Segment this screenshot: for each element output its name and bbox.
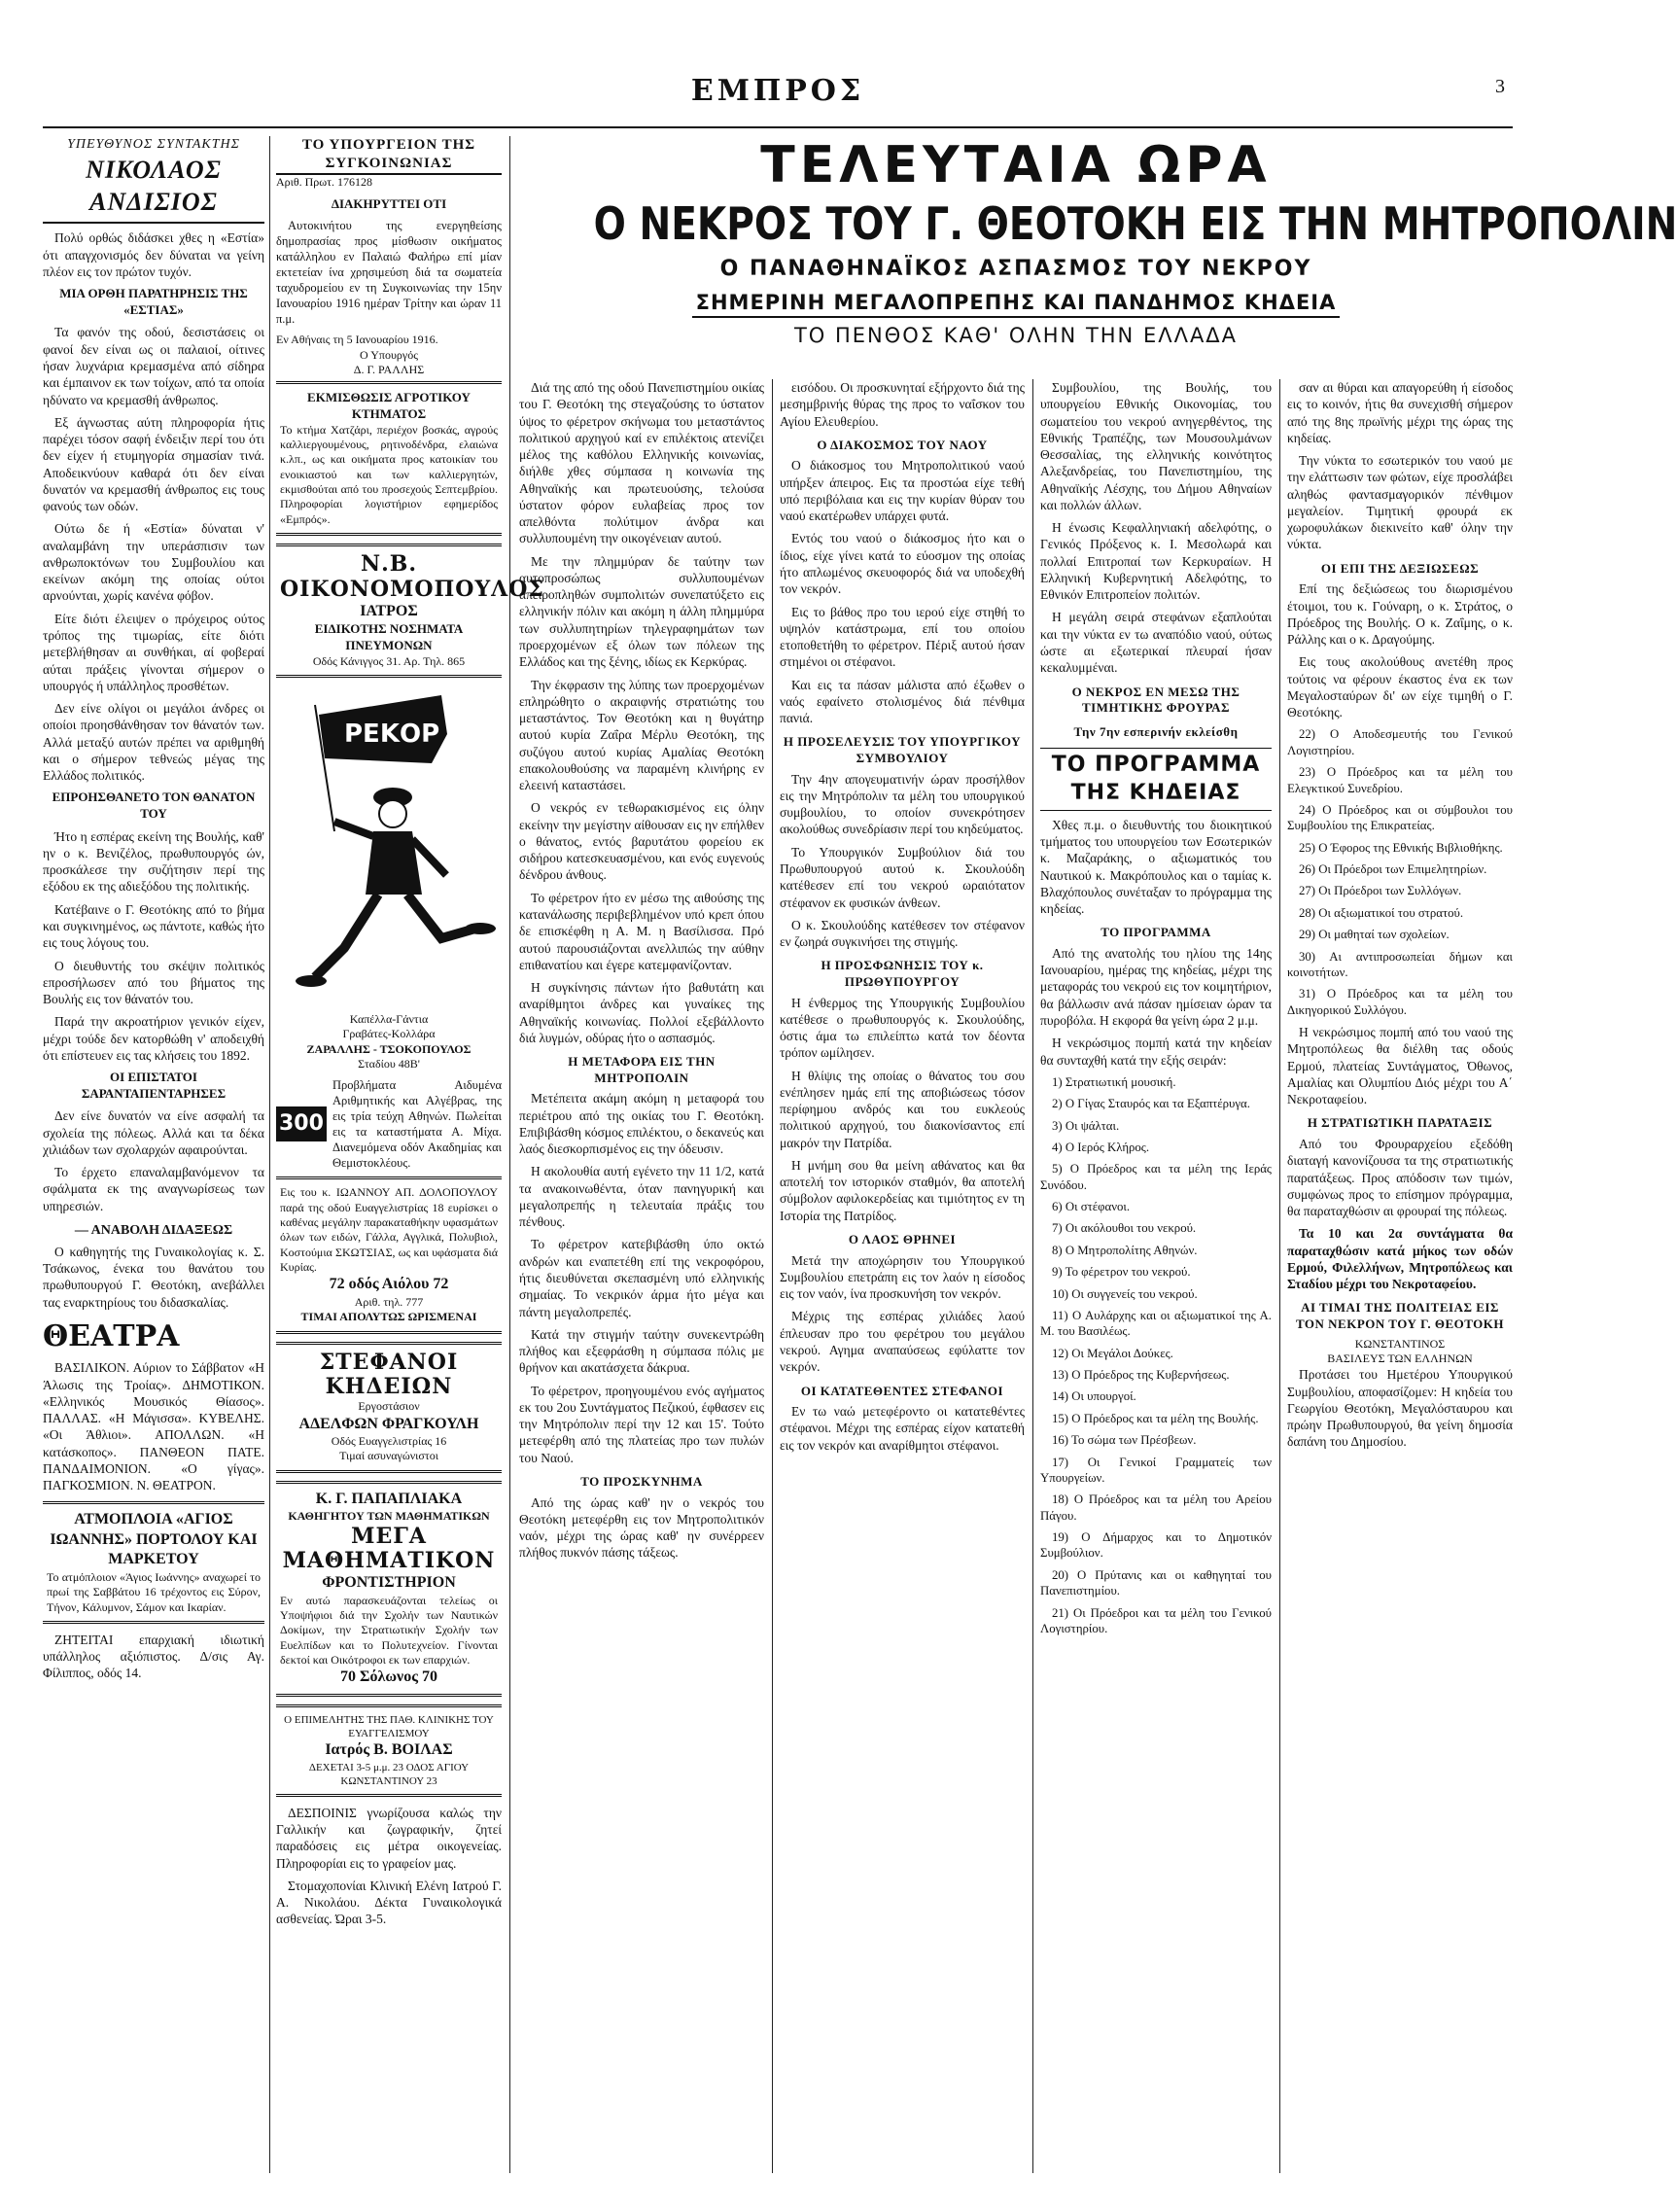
byline-name: ΝΙΚΟΛΑΟΣ ΑΝΔΙΣΙΟΣ	[86, 155, 222, 217]
paragraph: Από του Φρουραρχείου εξεδόθη διαταγή κανονίζουσα τα της στρατιωτικής παρατάξεως. Προς απόδοσιν των τιμών, συμφώνως προς το επίσημον πρόγραμμα, θα παραταχθώσιν αι φρουραί της πόλεως.	[1287, 1136, 1513, 1219]
ad-title: ΑΤΜΟΠΛΟΙΑ «ΑΓΙΟΣ ΙΩΑΝΝΗΣ» ΠΟΡΤΟΛΟΥ ΚΑΙ ΜΑΡΚΕΤΟΥ	[50, 1511, 258, 1568]
doctor-ad	[276, 544, 544, 678]
page-number: 3	[1495, 76, 1505, 97]
headline-block	[519, 136, 1677, 365]
subheading: Ο ΛΑΟΣ ΘΡΗΝΕΙ	[848, 1232, 957, 1247]
rekor-shop	[276, 1012, 502, 1071]
column-1	[43, 136, 264, 2173]
ad-name: Ιατρός Β. ΒΟΙΛΑΣ	[325, 1741, 453, 1759]
paragraph: Η νεκρώσιμος πομπή από του ναού της Μητροπόλεως θα διέλθη τας οδούς Ερμού, πλατείας Συντάγματος, Όθωνος, Αμαλίας και Ολυμπίου Διός μέχρι του Α΄ Νεκροταφείου.	[1287, 1025, 1513, 1107]
section-heading: — ΑΝΑΒΟΛΗ ΔΙΔΑΞΕΩΣ	[74, 1222, 233, 1238]
side-heading: ΟΙ ΕΠΙΣΤΑΤΟΙ ΣΑΡΑΝΤΑΠΕΝΤΑΡΗΣΕΣ	[81, 1070, 227, 1101]
math-school-ad	[276, 1481, 502, 1697]
column-2	[276, 136, 544, 2173]
paragraph: Η συγκίνησις πάντων ήτο βαθυτάτη και αναρίθμητοι άνδρες και γυναίκες της Αθηναϊκής κοινωνίας. Πολλοί εξεβάλλοντο διά λυγμών, οδύρας ήτο ο ασπασμός.	[519, 980, 764, 1045]
paragraph: Και εις τα πάσαν μάλιστα από έξωθεν ο ναός εφαίνετο στολισμένος διά πένθιμα πανιά.	[780, 677, 1025, 726]
king-title: ΒΑΣΙΛΕΥΣ ΤΩΝ ΕΛΛΗΝΩΝ	[1327, 1351, 1473, 1365]
list-item: 2) Ο Γίγας Σταυρός και τα Εξαπτέρυγα.	[1052, 1097, 1250, 1111]
classified: ΔΕΣΠΟΙΝΙΣ γνωρίζουσα καλώς την Γαλλικήν και ζωγραφικήν, ζητεί παραδόσεις εις μέτρα οικογενείας. Πληροφορίαι εις το γραφείον μας.	[276, 1805, 502, 1871]
ad-address: ΔΕΧΕΤΑΙ 3-5 μ.μ. 23 ΟΔΟΣ ΑΓΙΟΥ ΚΩΝΣΤΑΝΤΙΝΟΥ 23	[308, 1761, 470, 1787]
paragraph: Πολύ ορθώς διδάσκει χθες η «Εστία» ότι απαγχονισμός δεν δύναται να γείνη πλέον εις τον πρώτον τυχόν.	[43, 230, 264, 279]
paragraph: Παρά την ακροατήριον γενικόν είχεν, μέχρι τούδε δεν κατορθώθη ν' αποδειχθή ότι επίστευεν εις τας κλήσεις του 1892.	[43, 1014, 264, 1063]
list-item: 16) Το σώμα των Πρέσβεων.	[1052, 1433, 1197, 1448]
paragraph: Ο διάκοσμος του Μητροπολιτικού ναού υπήρξεν άπειρος. Εις τα προστώα είχε τεθή υπό περιβόλαια και εις την κυρίαν θύραν του ναού εκατέρωθεν υπάρχει φυτά.	[780, 458, 1025, 524]
paragraph: Μέχρις της εσπέρας χιλιάδες λαού έπλευσαν προ του φερέτρου του μεγάλου νεκρού. Αγημα αναπαύσεως εφύλαττε τον νεκρόν.	[780, 1309, 1025, 1375]
math-problems-ad	[276, 1077, 502, 1171]
ad-address: 72 οδός Αιόλου 72	[329, 1276, 449, 1293]
list-item: 12) Οι Μεγάλοι Δούκες.	[1052, 1346, 1173, 1360]
classified: Στομαχοπονίαι Κλινική Ελένη Ιατρού Γ. Α. Νικολάου. Δέκτα Γυναικολογικά ασθενείας. Ώραι 3-5.	[276, 1878, 502, 1927]
subheading: ΤΟ ΠΡΟΣΚΥΝΗΜΑ	[580, 1473, 703, 1489]
paragraph: Από της ανατολής του ηλίου της 14ης Ιανουαρίου, ημέρας της κηδείας, μέχρι της μεταφοράς του νεκρού εις τον κοιμητήριον, θα βάλλωσιν ανά πάσαν ημίσειαν ώραν τα πυροβόλα. Η εκφορά θα γείνη ώρα 2 μ.μ.	[1040, 945, 1272, 1028]
column-rule	[509, 136, 510, 2173]
paragraph: Η μνήμη σου θα μείνη αθάνατος και θα αποτελή τον ιστορικόν σταθμόν, θα αποτελή σύμβολον αφιλοκερδείας και τιμιότητος εν τη Ιστορία της Πατρίδος.	[780, 1157, 1025, 1223]
ad-phone: Αριθ. τηλ. 777	[354, 1294, 424, 1309]
paragraph: Χθες π.μ. ο διευθυντής του διοικητικού τμήματος του υπουργείου των Εσωτερικών κ. Μαζαράκης, ο αξιωματικός του Ναυτικού κ. Μακρόπουλος και ο ταμίας κ. Βλαχόπουλος συνέταξαν το πρόγραμμα της κηδείας.	[1040, 817, 1272, 917]
paragraph: Ούτω δε ή «Εστία» δύναται ν' αναλαμβάνη την υπεράσπισιν των ανθρωποκτόνων του Συμβουλίου και εκείνων ακόμη της οποίας ούτοι αρνούνται, χωρίς κανένα φόβον.	[43, 521, 264, 604]
ad-title: Ο ΕΠΙΜΕΛΗΤΗΣ ΤΗΣ ΠΑΘ. ΚΛΙΝΙΚΗΣ ΤΟΥ ΕΥΑΓΓΕΛΙΣΜΟΥ	[284, 1713, 494, 1740]
list-item: 31) Ο Πρόεδρος και τα μέλη του Δικηγορικού Συλλόγου.	[1287, 987, 1513, 1017]
program-subheading: ΤΟ ΠΡΟΓΡΑΜΜΑ	[1101, 925, 1211, 940]
paragraph: Το φέρετρον κατεβιβάσθη ύπο οκτώ ανδρών και εναπετέθη επί της νεκροφόρου, ήτις διευθύνεται σκεπασμένη υπό ελληνικής σημαίας. Το νεκρικόν άρμα ήτο μέγα και πάντη μεγαλοπρεπές.	[519, 1237, 764, 1319]
column-3	[519, 379, 764, 2173]
list-item: 27) Οι Πρόεδροι των Συλλόγων.	[1299, 884, 1462, 898]
paragraph: Η ακολουθία αυτή εγένετο την 11 1/2, κατά τα ανακοινωθέντα, όταν πανηγυρική και μεγαλοπρεπής η τελευταία πράξις του πένθους.	[519, 1164, 764, 1230]
shop-line: Καπέλλα-Γάντια	[349, 1011, 429, 1026]
paragraph: Δεν είνε δυνατόν να είνε ασφαλή τα σχολεία της πόλεως. Αλλά και τα δέκα χιλιάδων των σχολαρχών αφαιρούνται.	[43, 1108, 264, 1157]
paragraph: Το Υπουργικόν Συμβούλιον διά του Πρωθυπουργού αυτού κ. Σκουλούδη κατέθεσεν επί του νεκρού ωραιότατον στέφανον εκ φυσικών άνθεων.	[780, 844, 1025, 910]
notice-sub: ΔΙΑΚΗΡΥΤΤΕΙ ΟΤΙ	[331, 195, 447, 211]
paragraph: Είτε διότι έλειψεν ο πρόχειρος ούτος τρόπος της τιμωρίας, είτε διότι μετεβλήθησαν αι συνθήκαι, αί φοβεραί αύται πράξεις γίνονται σήμερον ο υπουργός ή υπάλληλος προσθέτων.	[43, 611, 264, 693]
paragraph: Μετέπειτα ακάμη ακόμη η μεταφορά του περιέτρου από της οικίας του Γ. Θεοτόκη. Επιβιβάσθη κόσμος επιλέκτου, ο δεκανεύς και λαός διεσκορπισμένος εις την όδευσιν.	[519, 1091, 764, 1157]
headline-sub-3: ΤΟ ΠΕΝΘΟΣ ΚΑΘ' ΟΛΗΝ ΤΗΝ ΕΛΛΑΔΑ	[793, 323, 1239, 347]
theatres-heading: ΘΕΑΤΡΑ	[43, 1318, 180, 1353]
doctor-address: Οδός Κάνιγγος 31. Αρ. Τηλ. 865	[312, 653, 466, 668]
land-lease-ad	[276, 381, 502, 536]
ad-text: Προβλήματα Αιδυμένα Αριθμητικής και Αλγέβρας, της εις τρία τεύχη Αθηνών. Πωλείται εις τα καταστήματα Α. Μίχα. Διανεμόμενα οδόν Ακαδημίας και Θεμιστοκλέους.	[332, 1078, 502, 1171]
paragraph: Εντός του ναού ο διάκοσμος ήτο και ο ίδιος, είχε γίνει κατά το εύοσμον της οποίας ήτο απλωμένος σκευοφορός διά να υποδεχθή τον νεκρόν.	[780, 531, 1025, 597]
ad-text: Το ατμόπλοιον «Άγιος Ιωάννης» αναχωρεί το πρωί της Σαββάτου 16 τρέχοντος εις Σύρον, Τήνον, Κάλυμνον, Σάμον και Ικαρίαν.	[47, 1569, 261, 1614]
shop-name: ΖΑΡΑΛΛΗΣ - ΤΣΟΚΟΠΟΥΛΟΣ	[306, 1041, 472, 1056]
list-item: 15) Ο Πρόεδρος και τα μέλη της Βουλής.	[1052, 1411, 1259, 1425]
list-item: 4) Ο Ιερός Κλήρος.	[1052, 1140, 1150, 1154]
list-item: 1) Στρατιωτική μουσική.	[1052, 1074, 1176, 1089]
paragraph: Μετά την αποχώρησιν του Υπουργικού Συμβουλίου επετράπη εις τον λαόν η είσοδος εις τον ναόν, ίνα προσκυνήση τον νεκρόν.	[780, 1252, 1025, 1302]
paragraph: Από της ώρας καθ' ην ο νεκρός του Θεοτόκη μετεφέρθη εις τον Μητροπολιτικόν ναόν, μέχρι της ώρας καθ' ην συνέρρεεν πλήθος πυκνόν πάσης τάξεως.	[519, 1494, 764, 1561]
paragraph: Ο διευθυντής του σκέψιν πολιτικός επροσήλωσεν από του βήματος της Βουλής εις τον θάνατόν του.	[43, 958, 264, 1007]
school-address: 70 Σόλωνος 70	[340, 1668, 437, 1686]
headline-kicker: ΤΕΛΕΥΤΑΙΑ ΩΡΑ	[760, 136, 1272, 194]
notice-title: ΤΟ ΥΠΟΥΡΓΕΙΟΝ ΤΗΣ ΣΥΓΚΟΙΝΩΝΙΑΣ	[276, 136, 502, 175]
headline-sub-2: ΣΗΜΕΡΙΝΗ ΜΕΓΑΛΟΠΡΕΠΗΣ ΚΑΙ ΠΑΝΔΗΜΟΣ ΚΗΔΕΙΑ	[692, 291, 1341, 318]
paragraph: Εις τους ακολούθους ανετέθη προς τούτοις να φέρουν έκαστος ένα εκ των Μεγαλοσταύρων δι' ων είχε τιμηθή ο Γ. Θεοτόκης.	[1287, 654, 1513, 720]
notice-date: Εν Αθήναις τη 5 Ιανουαρίου 1916.	[276, 333, 438, 347]
column-rule	[772, 379, 773, 2173]
masthead	[43, 68, 1513, 128]
subheading: ΟΙ ΕΠΙ ΤΗΣ ΔΕΞΙΩΣΕΩΣ	[1320, 560, 1480, 576]
columns	[43, 136, 1677, 2173]
list-item: 26) Οι Πρόεδροι των Επιμελητηρίων.	[1299, 862, 1487, 877]
list-item: 9) Το φέρετρον του νεκρού.	[1052, 1265, 1191, 1280]
paragraph: Κατέβαινε ο Γ. Θεοτόκης από το βήμα και συγκινημένος, ως πάντοτε, καθώς ήτο εις τους λόγους του.	[43, 901, 264, 951]
paragraph: Η θλίψις της οποίας ο θάνατος του σου ενέπλησεν ημάς επί της αποβιώσεως τόσον περίφημου ανδρός και του ευκλεούς πολιτικού αρχηγού, του διακονίσαντος επί μακρόν την Πατρίδα.	[780, 1068, 1025, 1150]
procession-list	[1040, 1074, 1272, 1637]
column-rule	[269, 136, 270, 2173]
clinic-ad	[276, 1704, 502, 1797]
paragraph: Επί της δεξιώσεως του διωρισμένου έτοιμοι, του κ. Γούναρη, ο κ. Στράτος, ο Πρόεδρος της Βουλής. Ο κ. Ζαΐμης, ο κ. Ράλλης και ο κ. Δραγούμης.	[1287, 581, 1513, 648]
paragraph: Εν τω ναώ μετεφέροντο οι κατατεθέντες στέφανοι. Μέχρι της εσπέρας είχον κατατεθή εις τον νεκρόν και αναρίθμητοι στέφανοι.	[780, 1404, 1025, 1453]
doctor-specialty: ΕΙΔΙΚΟΤΗΣ ΝΟΣΗΜΑΤΑ ΠΝΕΥΜΟΝΩΝ	[314, 621, 464, 652]
column-5	[1040, 379, 1272, 2173]
flag-text: ΡΕΚΟΡ	[344, 719, 440, 749]
paragraph: Συμβουλίου, της Βουλής, του υπουργείου Εθνικής Οικονομίας, του σωματείου του νεκρού ανηγερθέντος, της Εθνικής Τραπέζης, των Μουσουλμάνων Θεσσαλίας, της ελληνικής κοινότητος Αλεξανδρείας, του Πανεπιστημίου, της Αθηναϊκής Λέσχης, του Δήμου Αθηναίων και πολλών άλλων.	[1040, 380, 1272, 512]
paragraph: Την 4ην απογευματινήν ώραν προσήλθον εις την Μητρόπολιν τα μέλη του υπουργικού συμβουλίου, το οποίον συνεκρότησεν ακολούθως συνεδρίασιν περί του κηδεύματος.	[780, 771, 1025, 837]
steamship-ad	[43, 1501, 264, 1623]
notice-ref: Αριθ. Πρωτ. 176128	[276, 175, 373, 190]
ad-number: 300	[276, 1106, 327, 1141]
ad-title: ΣΤΕΦΑΝΟΙ ΚΗΔΕΙΩΝ	[319, 1349, 459, 1399]
subheading: Ο ΝΕΚΡΟΣ ΕΝ ΜΕΣΩ ΤΗΣ ΤΙΜΗΤΙΚΗΣ ΦΡΟΥΡΑΣ	[1071, 684, 1240, 716]
doctor-title: ΙΑΤΡΟΣ	[360, 602, 418, 619]
ad-address: Οδός Ευαγγελιστρίας 16	[331, 1434, 447, 1449]
paragraph: Η νεκρώσιμος πομπή κατά την κηδείαν θα συνταχθή κατά την εξής σειράν:	[1040, 1036, 1272, 1068]
paragraph: Η ένθερμος της Υπουργικής Συμβουλίου κατέθεσε ο πρωθυπουργός κ. Σκουλούδης, όστις άμα τω επιλείπτω κατά τον δέοντα τρόπον ωμίλησεν.	[780, 995, 1025, 1061]
byline-label: ΥΠΕΥΘΥΝΟΣ ΣΥΝΤΑΚΤΗΣ	[67, 137, 240, 152]
paragraph: Η μεγάλη σειρά στεφάνων εξαπλούται και την νύκτα εν τω αναπόδιο ναού, ούτως ώστε αι εξωτερικαί πλευραί ήσαν κεκαλυμμέναι.	[1040, 610, 1272, 676]
paragraph: Το φέρετρον ήτο εν μέσω της αιθούσης της κατανάλωσης περιβεβλημένον υπό κρεπ όπου δε επισκέφθη η Α. Μ. η Βασίλισσα. Πρό αυτού παρουσιάζονται ανελλιπώς την αύθην επιθανατίου και έγερε κατεμφανίζονταν.	[519, 890, 764, 972]
school-name-1: ΜΕΓΑ	[351, 1523, 427, 1549]
list-item: 13) Ο Πρόεδρος της Κυβερνήσεως.	[1052, 1368, 1230, 1383]
paragraph: Την νύκτα το εσωτερικόν του ναού με την ελάττωσιν των φώτων, είχε προσλάβει αληθώς φαντασμαγορικόν πένθιμον μεγαλείον. Τιμητική φρουρά εκ χωροφυλάκων διεκινείτο καθ' όλην την νύκτα.	[1287, 453, 1513, 552]
list-item: 14) Οι υπουργοί.	[1052, 1389, 1136, 1404]
list-item: 8) Ο Μητροπολίτης Αθηνών.	[1052, 1243, 1198, 1257]
list-item: 21) Οι Πρόεδροι και τα μέλη του Γενικού Λογιστηρίου.	[1040, 1605, 1272, 1635]
paragraph: Με την πλημμύραν δε ταύτην των αυτοπροσώπως συλλυπουμένων απειροπληθών συμπολιτών συνεπατύξετο εις ελληνικήν πόλιν και ακόμη η άλλη πλημμύρα των συλλυπητηρίων τηλεγραφημάτων των προερχομένων εξ όλων των πόλεων της Ελλάδος και της ξένης, ιδίως εκ Κερκύρας.	[519, 553, 764, 670]
paragraph: Την έκφρασιν της λύπης των προερχομένων επληρώθητο ο ακραιφνής στρατιώτης του μεταστάντος. Τον Θεοτόκη και η θυγάτηρ αυτού κυρία Ζαΐρα Μέρλυ Θεοτόκη, της συζύγου αυτού κυρίας Αμαλίας Θεοτόκη επακολουθούσης να παραμένη κλινήρης εν ελεεινή καταστάσει.	[519, 677, 764, 793]
running-man-illustration	[276, 685, 502, 1006]
ad-sub: Εργοστάσιον	[358, 1399, 420, 1414]
ad-text: Εις του κ. ΙΩΑΝΝΟΥ ΑΠ. ΔΟΛΟΠΟΥΛΟΥ παρά της οδού Ευαγγελιστρίας 18 ευρίσκει ο καθένας μεγάλην παρακαταθήκην υφασμάτων όλων των ειδών, Γάλλα, Αγγλικά, Πολυβιολ, Κοστούμια ΣΚΩΤΣΙΑΣ, ως και υφάσματα διά Κυρίας.	[280, 1185, 498, 1275]
ad-name: ΑΔΕΛΦΩΝ ΦΡΑΓΚΟΥΛΗ	[298, 1415, 479, 1432]
school-name-3: ΦΡΟΝΤΙΣΤΗΡΙΟΝ	[322, 1574, 456, 1592]
theatres-listing: ΒΑΣΙΛΙΚΟΝ. Αύριον το Σάββατον «Η Άλωσις της Τροίας». ΔΗΜΟΤΙΚΟΝ. «Ελληνικός Μουσικός Θίασος». ΠΑΛΛΑΣ. «Η Μάγισσα». ΚΥΒΕΛΗΣ. «Οι Άθλιοι». ΑΠΟΛΛΩΝ. «Η κατάσκοπος». ΠΑΝΘΕΟΝ ΠΑΤΕ. ΠΑΝΔΑΙΜΟΝΙΟΝ. «Ο γίγας». ΠΑΓΚΟΣΜΙΟΝ. Ν. ΘΕΑΤΡΟΝ.	[43, 1360, 264, 1493]
masthead-title: ΕΜΠΡΟΣ	[690, 74, 865, 108]
column-4	[780, 379, 1025, 2173]
wreaths-ad	[276, 1342, 502, 1473]
subheading-line: Την 7ην εσπερινήν εκλείσθη	[1073, 723, 1239, 739]
paragraph: εισόδου. Οι προσκυνηταί εξήρχοντο διά της μεσημβρινής θύρας της προς το ναΐσκον του Αγίου Ελευθερίου.	[780, 380, 1025, 429]
ad-price: Τιμαί ασυναγώνιστοι	[339, 1449, 438, 1463]
shop-line: Γραβάτες-Κολλάρα	[342, 1027, 436, 1041]
paragraph: Δεν είνε ολίγοι οι μεγάλοι άνδρες οι οποίοι προησθάνθησαν τον θάνατόν των. Αλλά μεταξύ αυτών πρέπει να αριθμηθή και ο σήμερον τεθνεώς μέγας της Ελλάδος πολιτικός.	[43, 701, 264, 784]
list-item: 22) Ο Αποδεσμευτής του Γενικού Λογιστηρίου.	[1287, 727, 1513, 757]
ad-title: ΕΚΜΙΣΘΩΣΙΣ ΑΓΡΟΤΙΚΟΥ ΚΤΗΜΑΤΟΣ	[307, 390, 471, 422]
subheading: ΑΙ ΤΙΜΑΙ ΤΗΣ ΠΟΛΙΤΕΙΑΣ ΕΙΣ ΤΟΝ ΝΕΚΡΟΝ ΤΟΥ Γ. ΘΕΟΤΟΚΗ	[1295, 1300, 1505, 1331]
list-item: 19) Ο Δήμαρχος και το Δημοτικόν Συμβούλιον.	[1040, 1530, 1272, 1561]
doctor-name: Ν.Β. ΟΙΚΟΝΟΜΟΠΟΥΛΟΣ	[280, 551, 544, 602]
list-item: 25) Ο Έφορος της Εθνικής Βιβλιοθήκης.	[1299, 840, 1503, 855]
list-item: 11) Ο Αυλάρχης και οι αξιωματικοί της Α. Μ. του Βασιλέως.	[1040, 1308, 1272, 1339]
signature-name: Δ. Γ. ΡΑΛΛΗΣ	[353, 363, 425, 377]
subheading: ΟΙ ΚΑΤΑΤΕΘΕΝΤΕΣ ΣΤΕΦΑΝΟΙ	[800, 1383, 1004, 1398]
decree-signature	[1287, 1337, 1513, 1367]
paragraph: Ο καθηγητής της Γυναικολογίας κ. Σ. Τσάκωνος, ένεκα του θανάτου του πρωθυπουργού Γ. Θεοτόκη, ανεβάλλει τας εναρκτηρίους του διδασκαλίας.	[43, 1244, 264, 1310]
rekor-illustration	[276, 685, 502, 1006]
paragraph: Τα 10 και 2α συντάγματα θα παραταχθώσιν κατά μήκος των οδών Ερμού, Φιλελλήνων, Μητροπόλεως και Σταδίου μέχρι του Νεκροταφείου.	[1287, 1226, 1513, 1292]
paragraph: Εις το βάθος προ του ιερού είχε στηθή το υψηλόν κατάστρωμα, επί του οποίου ετοποθετήθη το φέρετρον. Πέριξ αυτού ήσαν στημένοι οι στέφανοι.	[780, 604, 1025, 670]
column-6	[1287, 379, 1513, 2173]
paragraph: Κατά την στιγμήν ταύτην συνεκεντρώθη πλήθος και εξεφράσθη η σύμπασα πόλις με θρήνον και ακατάσχετα δάκρυα.	[519, 1326, 764, 1376]
signature-role: Ο Υπουργός	[360, 347, 418, 362]
list-item: 28) Οι αξιωματικοί του στρατού.	[1299, 905, 1464, 920]
masthead-rule	[43, 126, 1513, 128]
subheading: Η ΠΡΟΣΕΛΕΥΣΙΣ ΤΟΥ ΥΠΟΥΡΓΙΚΟΥ ΣΥΜΒΟΥΛΙΟΥ	[783, 734, 1022, 766]
list-item: 3) Οι ψάλται.	[1052, 1118, 1120, 1133]
school-text: Εν αυτώ παρασκευάζονται τελείως οι Υποψήφιοι διά την Σχολήν των Ναυτικών Δοκίμων, την Στρατιωτικήν Σχολήν των Ευελπίδων και το Πολυτεχνείον. Γίνονται δεκτοί και Οικότροφοι εκ των επαρχιών.	[280, 1593, 498, 1668]
headline-sub-1: Ο ΠΑΝΑΘΗΝΑΪΚΟΣ ΑΣΠΑΣΜΟΣ ΤΟΥ ΝΕΚΡΟΥ	[719, 256, 1312, 281]
subheading: Η ΣΤΡΑΤΙΩΤΙΚΗ ΠΑΡΑΤΑΞΙΣ	[1307, 1115, 1493, 1131]
list-item: 17) Οι Γενικοί Γραμματείς των Υπουργείων.	[1040, 1455, 1272, 1485]
list-item: 18) Ο Πρόεδρος και τα μέλη του Αρείου Πάγου.	[1040, 1492, 1272, 1523]
ad-foot: ΤΙΜΑΙ ΑΠΟΛΥΤΩΣ ΩΡΙΣΜΕΝΑΙ	[300, 1310, 477, 1324]
paragraph: Ο νεκρός εν τεθωρακισμένος εις όλην εκείνην την μεγίστην αίθουσαν εις ην επήλθεν ο θάνατος, εντός βαρυτάτου φορείου εκ σιδήρου κατεσκευασμένου, και ενός ευγενούς δένδρου άνθους.	[519, 800, 764, 883]
list-item: 30) Αι αντιπροσωπείαι δήμων και κοινοτήτων.	[1287, 949, 1513, 979]
paragraph: Τα φανόν της οδού, δεσιστάσεις οι φανοί δεν είναι ως οι παλαιοί, οίτινες ήσαν λυχνάρια κρεμασμένα από σίδηρα και έμπαινον εκ των τοίχων, από τα οποία ηδύνατο να κρεμασθή άνθρωπος.	[43, 325, 264, 407]
notice-signature	[276, 348, 502, 378]
paragraph: Εξ άγνωστας αύτη πληροφορία ήτις παρέχει τόσον σαφή ένδειξιν περί του ότι δεν είχεν ή ετυμηγορία σημασίαν τινά. Αποδεικνύουν καθαρά ότι δεν είναι δυνατόν να κρεμασθή άνθρωπος εις τους φανούς των οδών.	[43, 414, 264, 514]
list-item: 7) Οι ακόλουθοι του νεκρού.	[1052, 1221, 1197, 1236]
byline	[43, 136, 264, 224]
school-name-2: ΜΑΘΗΜΑΤΙΚΟΝ	[282, 1547, 496, 1573]
paragraph: Ήτο η εσπέρας εκείνη της Βουλής, καθ' ην ο κ. Βενιζέλος, πρωθυπουργός ών, προσκάλεσε την συζήτησιν περί της εξόδου εκ της αδιεξόδου της πολιτικής.	[43, 828, 264, 895]
list-item: 10) Οι συγγενείς του νεκρού.	[1052, 1286, 1198, 1301]
column-rule	[1032, 379, 1033, 2173]
side-heading: ΕΠΡΟΗΣΘΑΝΕΤΟ ΤΟΝ ΘΑΝΑΤΟΝ ΤΟΥ	[52, 790, 256, 822]
school-owner: Κ. Γ. ΠΑΠΑΠΛΙΑΚΑ	[315, 1490, 463, 1507]
list-item: 5) Ο Πρόεδρος και τα μέλη της Ιεράς Συνόδου.	[1040, 1162, 1272, 1192]
subheading: Ο ΔΙΑΚΟΣΜΟΣ ΤΟΥ ΝΑΟΥ	[817, 437, 988, 452]
subheading: Η ΜΕΤΑΦΟΡΑ ΕΙΣ ΤΗΝ ΜΗΤΡΟΠΟΛΙΝ	[568, 1054, 716, 1085]
notice-text: Αυτοκινήτου της ενεργηθείσης δημοπρασίας προς μίσθωσιν οικήματος κατάλληλου εν Παλαιώ Φαλήρω επί μίαν εκτετείαν ίνα χρησιμεύση διά τα σωματεία ταχυδρομείου εν τη Συγκοινωνίας την 15ην Ιανουαρίου 1916 ημέραν Τρίτην και ώραν 11 π.μ.	[276, 219, 502, 327]
list-item: 29) Οι μαθηταί των σχολείων.	[1299, 928, 1450, 942]
list-item: 20) Ο Πρύτανις και οι καθηγηταί του Πανεπιστημίου.	[1040, 1567, 1272, 1598]
program-heading: ΤΟ ΠΡΟΓΡΑΜΜΑ ΤΗΣ ΚΗΔΕΙΑΣ	[1040, 748, 1272, 810]
list-item: 24) Ο Πρόεδρος και οι σύμβουλοι του Συμβουλίου της Επικρατείας.	[1287, 802, 1513, 833]
paragraph: Το φέρετρον, προηγουμένου ενός αγήματος εκ του 2ου Συντάγματος Πεζικού, έφθασεν εις την Μητρόπολιν περί την 12 και 15'. Τούτο μετεφέρθη από της πλατείας προ των πυλών του Ναού.	[519, 1383, 764, 1465]
headline-main: Ο ΝΕΚΡΟΣ ΤΟΥ Γ. ΘΕΟΤΟΚΗ ΕΙΣ ΤΗΝ ΜΗΤΡΟΠΟΛΙΝ	[593, 197, 1677, 250]
subheading: Η ΠΡΟΣΦΩΝΗΣΙΣ ΤΟΥ κ. ΠΡΩΘΥΠΟΥΡΓΟΥ	[821, 958, 984, 989]
paragraph: Προτάσει του Ημετέρου Υπουργικού Συμβουλίου, αποφασίζομεν: Η κηδεία του Γεωργίου Θεοτόκη, Μεγαλόσταυρου και πρώην Πρωθυπουργού, θα γείνη δημοσία δαπάνη του Δημοσίου.	[1287, 1367, 1513, 1450]
fabric-ad	[276, 1176, 502, 1333]
ad-text: Το κτήμα Χατζάρι, περιέχον βοσκάς, αγρούς καλλιεργουμένους, ρητινοδένδρα, ελαιώνα κ.λπ., ως και οικήματα προς κατοικίαν του ενοικιαστού και των καλλιεργητών, εκμισθούται από του προσεχούς Σεπτεμβρίου. Πληροφορίαι λογιστήριον εφημερίδος «Εμπρός».	[280, 422, 498, 526]
paragraph: Διά της από της οδού Πανεπιστημίου οικίας του Γ. Θεοτόκη της στεγαζούσης το ύστατον ύψος το φέρετρον σκήνωμα του μεταστάντος πολιτικού αρχηγού καί εν επιλέκτοις ατενίζει μέλος της καθόλου Ελληνικής κοινωνίας, διήλθε χθες σύμπασα η κοινωνία της Αθηναϊκής και πρωτευούσης, τελούσα ύστατον φόρον ευλαβείας προς τον απελθόντα πολύτιμον άνδρα και συλλυπουμένη την οικογένειαν αυτού.	[519, 380, 764, 546]
side-heading: ΜΙΑ ΟΡΘΗ ΠΑΡΑΤΗΡΗΣΙΣ ΤΗΣ «ΕΣΤΙΑΣ»	[59, 286, 248, 317]
paragraph: Το έρχετο επαναλαμβανόμενον τα σφάλματα εκ της αναγνωρίσεως των υπηρεσιών.	[43, 1165, 264, 1213]
paragraph: Ο κ. Σκουλούδης κατέθεσεν τον στέφανον εν ζωηρά συγκινήσει της στιγμής.	[780, 917, 1025, 950]
list-item: 23) Ο Πρόεδρος και τα μέλη του Ελεγκτικού Συνεδρίου.	[1287, 765, 1513, 795]
school-owner-title: ΚΑΘΗΓΗΤΟΥ ΤΩΝ ΜΑΘΗΜΑΤΙΚΩΝ	[288, 1509, 490, 1524]
paragraph: Η ένωσις Κεφαλληνιακή αδελφότης, ο Γενικός Πρόξενος κ. Ι. Μεσολωρά και πολλαί Επιτροπαί των Κερκυραίων. Η Ελληνική Κυβερνητική Αδελφότης, το Εθνικόν Επιτροπείον πολιτών.	[1040, 520, 1272, 603]
classified: ΖΗΤΕΙΤΑΙ επαρχιακή ιδιωτική υπάλληλος αξιόπιστος. Δ/σις Αγ. Φίλιππος, οδός 14.	[43, 1632, 264, 1681]
shop-address: Σταδίου 48Β'	[358, 1056, 420, 1071]
list-item: 6) Οι στέφανοι.	[1052, 1200, 1131, 1214]
column-rule	[1279, 379, 1280, 2173]
paragraph: σαν αι θύραι και απαγορεύθη ή είσοδος εις το κοινόν, ήτις θα συνεχισθή σήμερον από της 8ης πρωϊνής μέχρι της ώρας της κηδείας.	[1287, 380, 1513, 445]
king-name: ΚΩΝΣΤΑΝΤΙΝΟΣ	[1354, 1336, 1446, 1351]
procession-list-continued	[1287, 726, 1513, 1018]
